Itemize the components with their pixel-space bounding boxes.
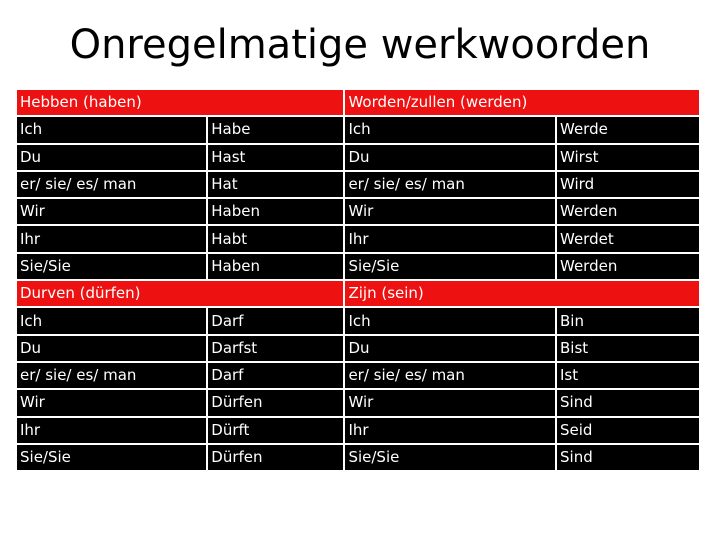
left-pronoun-cell: Ich bbox=[17, 308, 206, 333]
right-pronoun-cell: er/ sie/ es/ man bbox=[345, 363, 555, 388]
table-row bbox=[17, 117, 699, 142]
left-verb-form-cell: Hat bbox=[208, 172, 343, 197]
left-verb-form-cell: Darf bbox=[208, 308, 343, 333]
right-verb-form-cell: Bin bbox=[557, 308, 699, 333]
table-row bbox=[17, 254, 699, 279]
left-verb-form-cell: Haben bbox=[208, 199, 343, 224]
right-pronoun-cell: Ich bbox=[345, 308, 555, 333]
table-row bbox=[17, 445, 699, 470]
table-row bbox=[17, 363, 699, 388]
right-pronoun-cell: Du bbox=[345, 145, 555, 170]
right-verb-header: Zijn (sein) bbox=[345, 281, 699, 306]
table-row bbox=[17, 226, 699, 251]
slide-title: Onregelmatige werkwoorden bbox=[69, 22, 651, 68]
table-row bbox=[17, 390, 699, 415]
right-pronoun-cell: Wir bbox=[345, 199, 555, 224]
left-verb-form-cell: Darf bbox=[208, 363, 343, 388]
right-verb-form-cell: Bist bbox=[557, 336, 699, 361]
right-pronoun-cell: Sie/Sie bbox=[345, 445, 555, 470]
right-pronoun-cell: Ihr bbox=[345, 226, 555, 251]
left-pronoun-cell: er/ sie/ es/ man bbox=[17, 363, 206, 388]
left-pronoun-cell: Sie/Sie bbox=[17, 445, 206, 470]
right-verb-form-cell: Seid bbox=[557, 418, 699, 443]
conjugation-table-body bbox=[17, 90, 699, 470]
left-pronoun-cell: Wir bbox=[17, 199, 206, 224]
table-row bbox=[17, 172, 699, 197]
left-verb-form-cell: Habe bbox=[208, 117, 343, 142]
table-row bbox=[17, 145, 699, 170]
right-pronoun-cell: Sie/Sie bbox=[345, 254, 555, 279]
right-verb-form-cell: Werde bbox=[557, 117, 699, 142]
left-verb-form-cell: Darfst bbox=[208, 336, 343, 361]
left-pronoun-cell: Du bbox=[17, 336, 206, 361]
left-verb-form-cell: Haben bbox=[208, 254, 343, 279]
left-verb-form-cell: Hast bbox=[208, 145, 343, 170]
left-verb-form-cell: Dürfen bbox=[208, 390, 343, 415]
left-pronoun-cell: Du bbox=[17, 145, 206, 170]
section-header-row bbox=[17, 90, 699, 115]
left-pronoun-cell: Ihr bbox=[17, 418, 206, 443]
conjugation-table bbox=[15, 88, 701, 472]
right-pronoun-cell: Wir bbox=[345, 390, 555, 415]
right-verb-form-cell: Sind bbox=[557, 390, 699, 415]
left-verb-header: Durven (dürfen) bbox=[17, 281, 343, 306]
right-pronoun-cell: er/ sie/ es/ man bbox=[345, 172, 555, 197]
left-verb-header: Hebben (haben) bbox=[17, 90, 343, 115]
left-pronoun-cell: Ich bbox=[17, 117, 206, 142]
left-pronoun-cell: Sie/Sie bbox=[17, 254, 206, 279]
right-verb-form-cell: Werden bbox=[557, 199, 699, 224]
right-verb-form-cell: Wirst bbox=[557, 145, 699, 170]
right-pronoun-cell: Ich bbox=[345, 117, 555, 142]
table-row bbox=[17, 199, 699, 224]
right-verb-form-cell: Werden bbox=[557, 254, 699, 279]
section-header-row bbox=[17, 281, 699, 306]
right-verb-form-cell: Werdet bbox=[557, 226, 699, 251]
right-verb-header: Worden/zullen (werden) bbox=[345, 90, 699, 115]
table-row bbox=[17, 308, 699, 333]
left-pronoun-cell: er/ sie/ es/ man bbox=[17, 172, 206, 197]
right-pronoun-cell: Ihr bbox=[345, 418, 555, 443]
table-row bbox=[17, 336, 699, 361]
left-verb-form-cell: Habt bbox=[208, 226, 343, 251]
left-pronoun-cell: Wir bbox=[17, 390, 206, 415]
left-pronoun-cell: Ihr bbox=[17, 226, 206, 251]
right-verb-form-cell: Sind bbox=[557, 445, 699, 470]
table-row bbox=[17, 418, 699, 443]
right-pronoun-cell: Du bbox=[345, 336, 555, 361]
right-verb-form-cell: Wird bbox=[557, 172, 699, 197]
left-verb-form-cell: Dürfen bbox=[208, 445, 343, 470]
left-verb-form-cell: Dürft bbox=[208, 418, 343, 443]
right-verb-form-cell: Ist bbox=[557, 363, 699, 388]
